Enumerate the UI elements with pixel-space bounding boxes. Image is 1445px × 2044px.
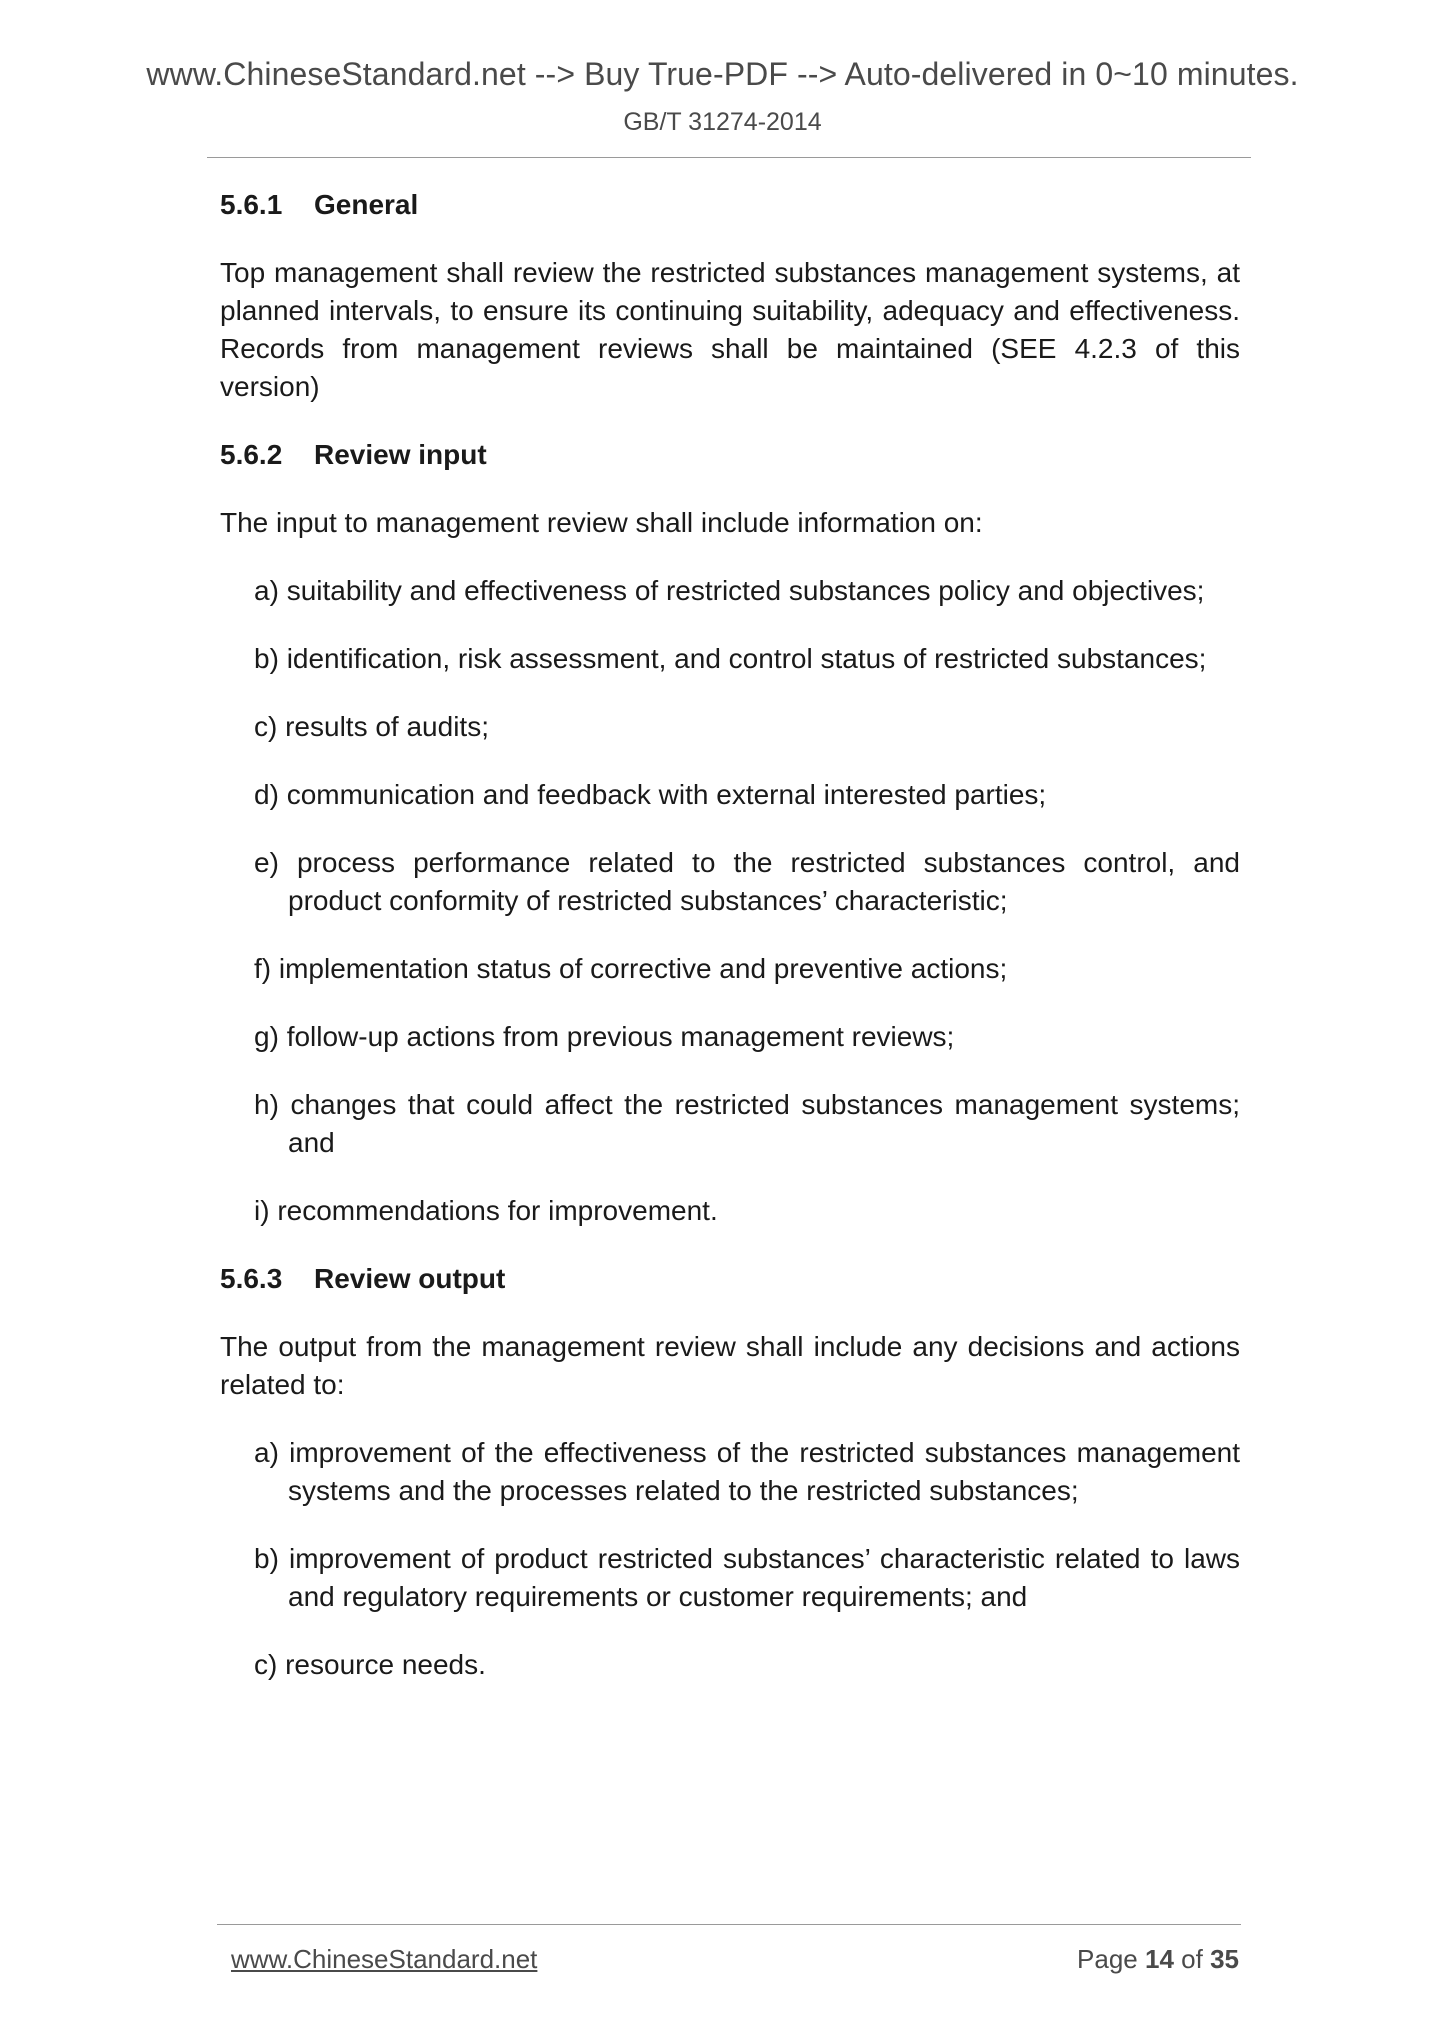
document-body <box>220 186 1240 1714</box>
list-item-text: identification, risk assessment, and control status of restricted substances; <box>286 643 1207 674</box>
list-item-text: suitability and effectiveness of restricted substances policy and objectives; <box>286 575 1205 606</box>
header-banner: www.ChineseStandard.net --> Buy True-PDF --> Auto-delivered in 0~10 minutes. <box>146 56 1299 92</box>
list-item <box>254 1192 1240 1230</box>
section-5-6-2-intro: The input to management review shall include information on: <box>220 507 983 538</box>
list-item <box>254 776 1240 814</box>
list-item-text: communication and feedback with external interested parties; <box>286 779 1047 810</box>
section-5-6-2-heading <box>220 436 1240 474</box>
section-title: Review output <box>314 1263 506 1294</box>
list-item-label: a) <box>254 575 279 606</box>
list-item-text: results of audits; <box>285 711 489 742</box>
section-5-6-1-body: Top management shall review the restricted substances management systems, at planned intervals, to ensure its continuing suitability, adequacy and effectiveness. Records from management reviews shall be maintained (SEE 4.2.3 of this version) <box>220 257 1240 402</box>
standard-code: GB/T 31274-2014 <box>623 108 822 136</box>
list-item-text: resource needs. <box>285 1649 486 1680</box>
list-item-label: e) <box>254 847 279 878</box>
list-item-label: f) <box>254 953 272 984</box>
list-item-label: h) <box>254 1089 279 1120</box>
list-item-text: changes that could affect the restricted substances management systems; and <box>288 1089 1241 1158</box>
list-item-text: follow-up actions from previous management reviews; <box>286 1021 955 1052</box>
section-title: Review input <box>314 439 487 470</box>
list-item-label: i) <box>254 1195 270 1226</box>
list-item-label: c) <box>254 711 278 742</box>
list-item <box>254 572 1240 610</box>
list-item-label: b) <box>254 1543 279 1574</box>
section-5-6-1-heading <box>220 186 1240 224</box>
section-5-6-3-heading <box>220 1260 1240 1298</box>
list-item-text: implementation status of corrective and preventive actions; <box>278 953 1008 984</box>
list-item-label: g) <box>254 1021 279 1052</box>
list-item-label: a) <box>254 1437 279 1468</box>
header-divider <box>207 157 1251 158</box>
footer-site-link[interactable]: www.ChineseStandard.net <box>231 1944 538 1974</box>
footer-divider <box>217 1924 1241 1925</box>
page-total: 35 <box>1210 1944 1239 1974</box>
page-current: 14 <box>1145 1944 1174 1974</box>
list-item <box>254 1646 1240 1684</box>
list-item-text: improvement of product restricted substances’ characteristic related to laws and regulatory requirements or customer requirements; and <box>288 1543 1240 1612</box>
list-item-text: improvement of the effectiveness of the restricted substances management systems and the processes related to the restricted substances; <box>288 1437 1240 1506</box>
list-item <box>254 708 1240 746</box>
list-item-label: b) <box>254 643 279 674</box>
section-number: 5.6.2 <box>220 439 283 470</box>
list-item <box>254 1540 1240 1616</box>
page-indicator <box>1077 1944 1239 1975</box>
section-number: 5.6.1 <box>220 189 283 220</box>
list-item <box>254 640 1240 678</box>
page-of: of <box>1181 1944 1203 1974</box>
page-word: Page <box>1077 1944 1138 1974</box>
list-item-label: c) <box>254 1649 278 1680</box>
list-item-text: recommendations for improvement. <box>277 1195 718 1226</box>
section-5-6-3-intro: The output from the management review shall include any decisions and actions related to: <box>220 1331 1240 1400</box>
section-number: 5.6.3 <box>220 1263 283 1294</box>
list-item-text: process performance related to the restricted substances control, and product conformity of restricted substances’ characteristic; <box>288 847 1241 916</box>
list-item-label: d) <box>254 779 279 810</box>
list-item <box>254 844 1240 920</box>
list-item <box>254 1018 1240 1056</box>
list-item <box>254 950 1240 988</box>
list-item <box>254 1086 1240 1162</box>
section-title: General <box>314 189 419 220</box>
list-item <box>254 1434 1240 1510</box>
